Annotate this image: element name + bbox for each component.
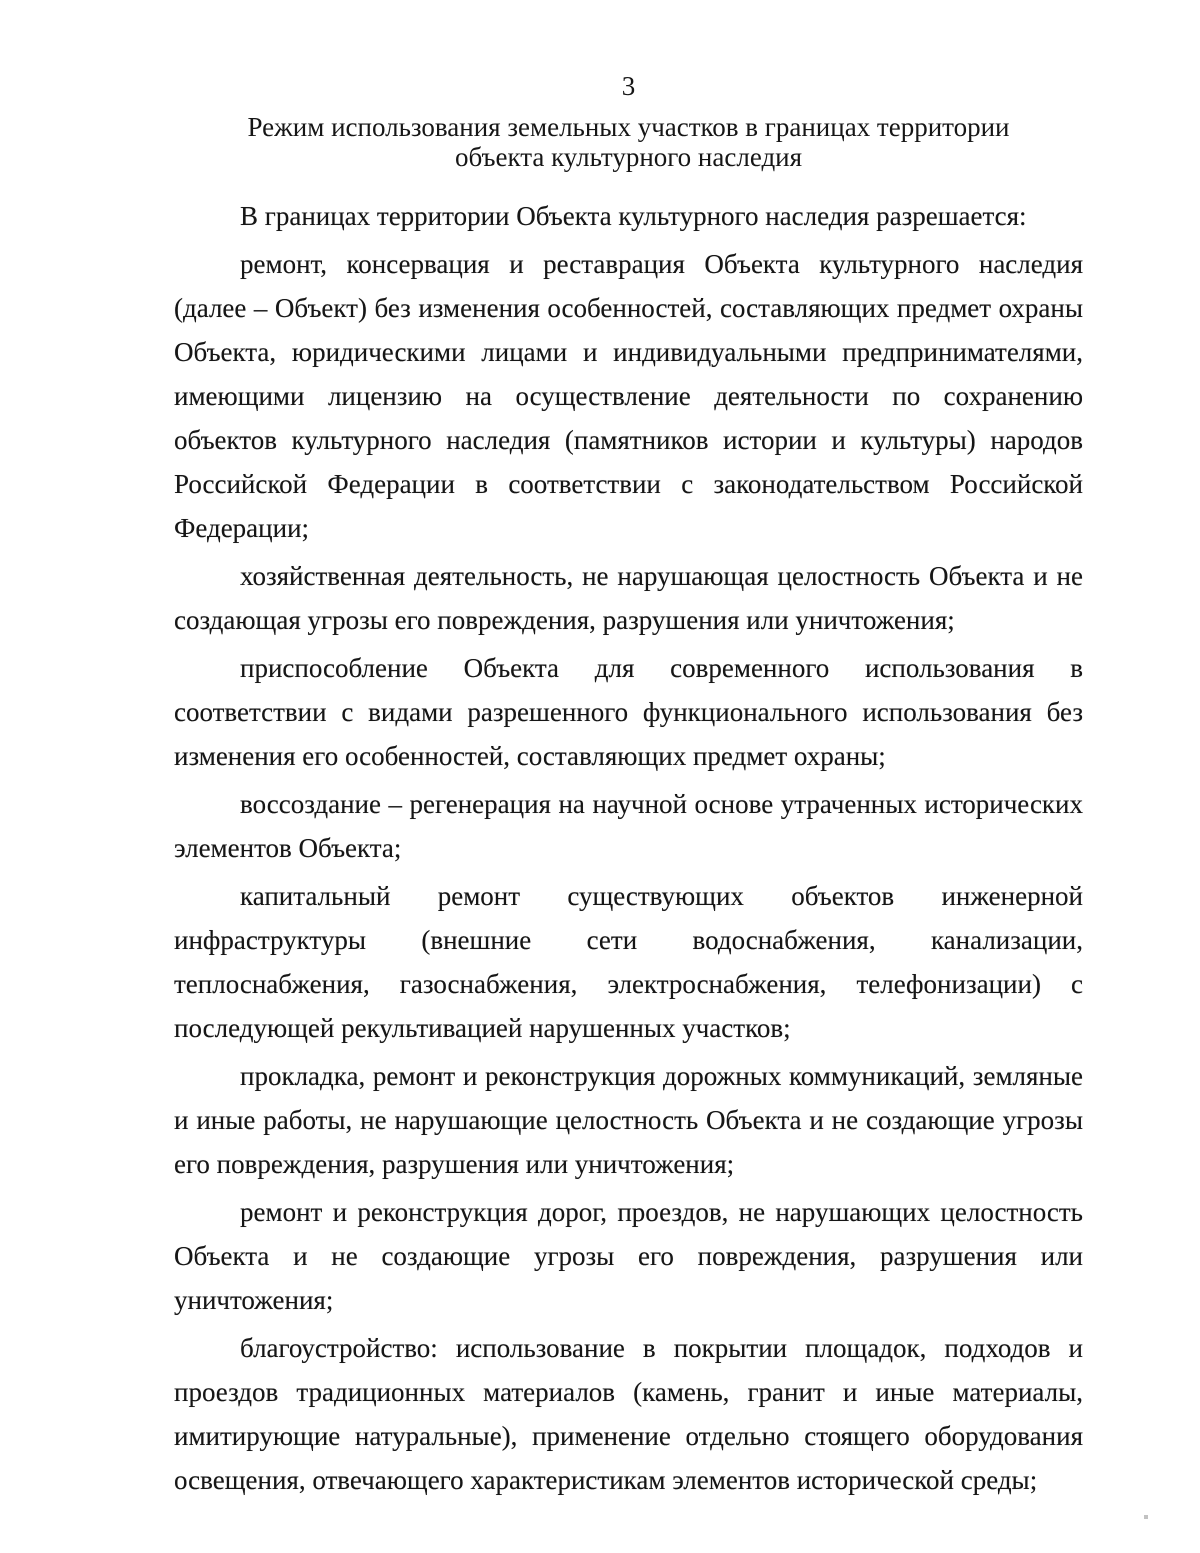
body-paragraph-recreation: воссоздание – регенерация на научной основе утраченных исторических элементов Объекта;	[174, 789, 1083, 863]
body-paragraph-repair-conservation: ремонт, консервация и реставрация Объекта культурного наследия (далее – Объект) без изменения особенностей, составляющих предмет охраны Объекта, юридическими лицами и индивидуальными предпринимателями, имеющими лицензию на осуществление деятельности по сохранению объектов культурного наследия (памятников истории и культуры) народов Российской Федерации в соответствии с законодательством Российской Федерации;	[174, 249, 1083, 543]
body-paragraph-capital-repair: капитальный ремонт существующих объектов инженерной инфраструктуры (внешние сети водоснабжения, канализации, теплоснабжения, газоснабжения, электроснабжения, телефонизации) с последующей рекультивацией нарушенных участков;	[174, 881, 1083, 1043]
page-number: 3	[621, 71, 636, 101]
document-title-line-1: Режим использования земельных участков в границах территории	[247, 112, 1010, 142]
body-paragraph-intro: В границах территории Объекта культурного наследия разрешается:	[240, 201, 1027, 231]
scan-artifact-dot	[1144, 1515, 1148, 1519]
body-paragraph-road-reconstruction: ремонт и реконструкция дорог, проездов, не нарушающих целостность Объекта и не создающие угрозы его повреждения, разрушения или уничтожения;	[174, 1197, 1083, 1315]
document-title-line-2: объекта культурного наследия	[454, 142, 803, 172]
body-paragraph-economic-activity: хозяйственная деятельность, не нарушающая целостность Объекта и не создающая угрозы его повреждения, разрушения или уничтожения;	[174, 561, 1083, 635]
body-paragraph-landscaping: благоустройство: использование в покрытии площадок, подходов и проездов традиционных материалов (камень, гранит и иные материалы, имитирующие натуральные), применение отдельно стоящего оборудования освещения, отвечающего характеристикам элементов исторической среды;	[174, 1333, 1083, 1495]
document-title	[174, 112, 1083, 172]
body-paragraph-adaptation: приспособление Объекта для современного использования в соответствии с видами разрешенного функционального использования без изменения его особенностей, составляющих предмет охраны;	[174, 653, 1083, 771]
document-body	[174, 194, 1083, 1502]
text-block	[174, 0, 1083, 1506]
body-paragraph-road-communications: прокладка, ремонт и реконструкция дорожных коммуникаций, земляные и иные работы, не нарушающие целостность Объекта и не создающие угрозы его повреждения, разрушения или уничтожения;	[174, 1061, 1083, 1179]
